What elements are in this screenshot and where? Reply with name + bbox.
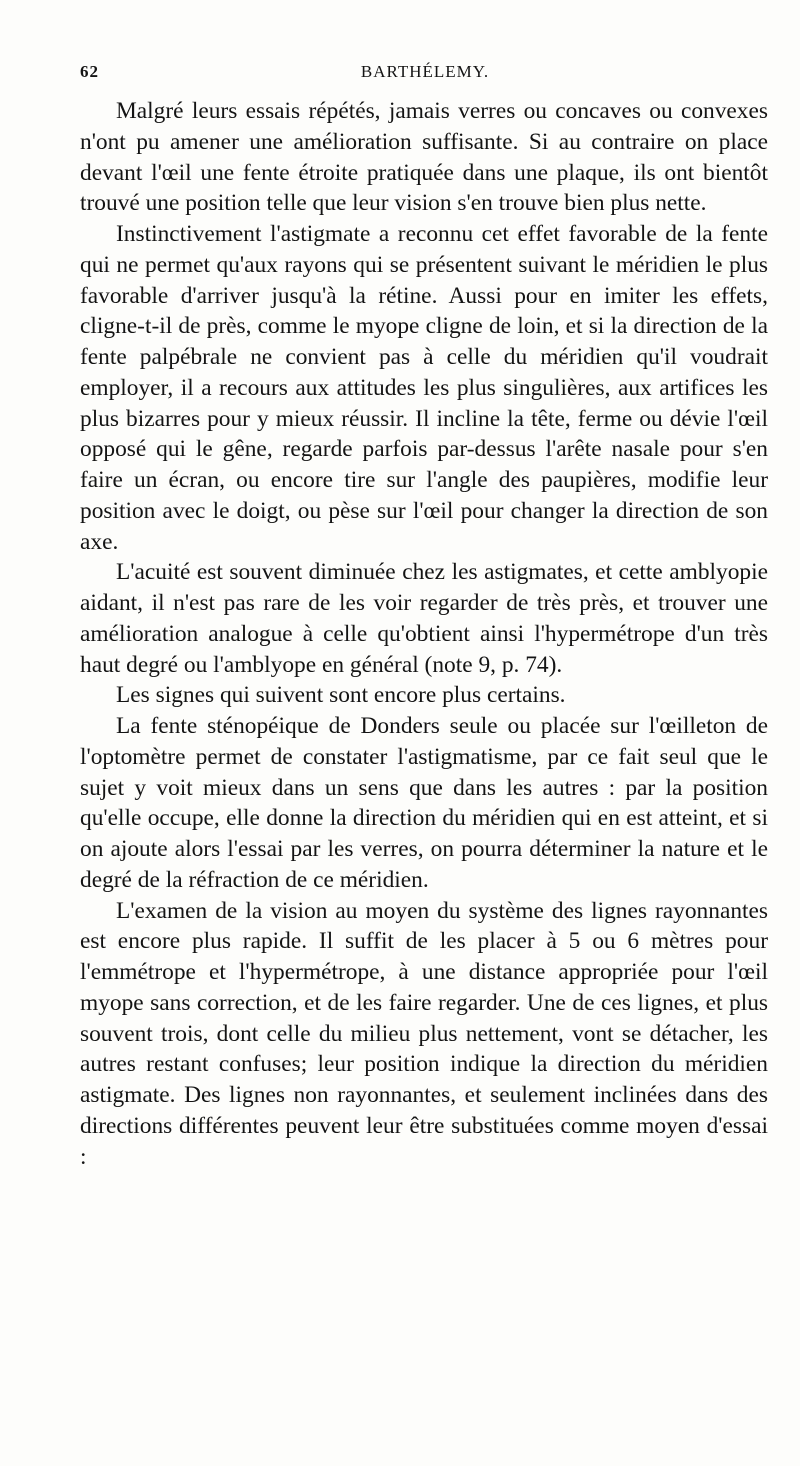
paragraph-fente-stenopeique: La fente sténopéique de Donders seule ou placée sur l'œilleton de l'optomètre permet de constater l'astigmatisme, par ce fait seul que le sujet y voit mieux dans un sens que dans les autres : par la position qu'elle occupe, elle donne la direction du méridien qui en est atteint, et si on ajoute alors l'essai par les verres, on pourra déterminer la nature et le degré de la réfraction de ce méridien.	[80, 713, 768, 893]
paragraph-lignes-rayonnantes: L'examen de la vision au moyen du système des lignes rayonnantes est encore plus rapide. Il suffit de les placer à 5 ou 6 mètres pour l'emmétrope et l'hypermétrope, à une distance appropriée pour l'œil myope sans correction, et de les faire regarder. Une de ces lignes, et plus souvent trois, dont celle du milieu plus nettement, vont se détacher, les autres restant confuses; leur position indique la direction du méridien astigmate. Des lignes non rayonnantes, et seulement inclinées dans des directions différentes peuvent leur être substituées comme moyen d'essai :	[80, 897, 768, 1170]
paragraph-signes: Les signes qui suivent sont encore plus certains.	[116, 682, 566, 709]
paragraph-acuite: L'acuité est souvent diminuée chez les astigmates, et cette amblyopie aidant, il n'est pas rare de les voir regarder de très près, et trouver une amélioration analogue à celle qu'obtient ainsi l'hypermétrope d'un très haut degré ou l'amblyope en général (note 9, p. 74).	[80, 559, 768, 678]
running-header	[80, 62, 770, 88]
paragraph-verres: Malgré leurs essais répétés, jamais verres ou concaves ou convexes n'ont pu amener une amélioration suffisante. Si au contraire on place devant l'œil une fente étroite pratiquée dans une plaque, ils ont bientôt trouvé une position telle que leur vision s'en trouve bien plus nette.	[80, 98, 768, 217]
running-title: BARTHÉLEMY.	[360, 62, 490, 81]
body-text	[80, 96, 768, 1172]
paragraph-instinctivement: Instinctivement l'astigmate a reconnu cet effet favorable de la fente qui ne permet qu'aux rayons qui se présentent suivant le méridien le plus favorable d'arriver jusqu'à la rétine. Aussi pour en imiter les effets, cligne-t-il de près, comme le myope cligne de loin, et si la direction de la fente palpébrale ne convient pas à celle du méridien qu'il voudrait employer, il a recours aux attitudes les plus singulières, aux artifices les plus bizarres pour y mieux réussir. Il incline la tête, ferme ou dévie l'œil opposé qui le gêne, regarde parfois par-dessus l'arête nasale pour s'en faire un écran, ou encore tire sur l'angle des paupières, modifie leur position avec le doigt, ou pèse sur l'œil pour changer la direction de son axe.	[80, 221, 768, 555]
page-number: 62	[80, 62, 99, 81]
